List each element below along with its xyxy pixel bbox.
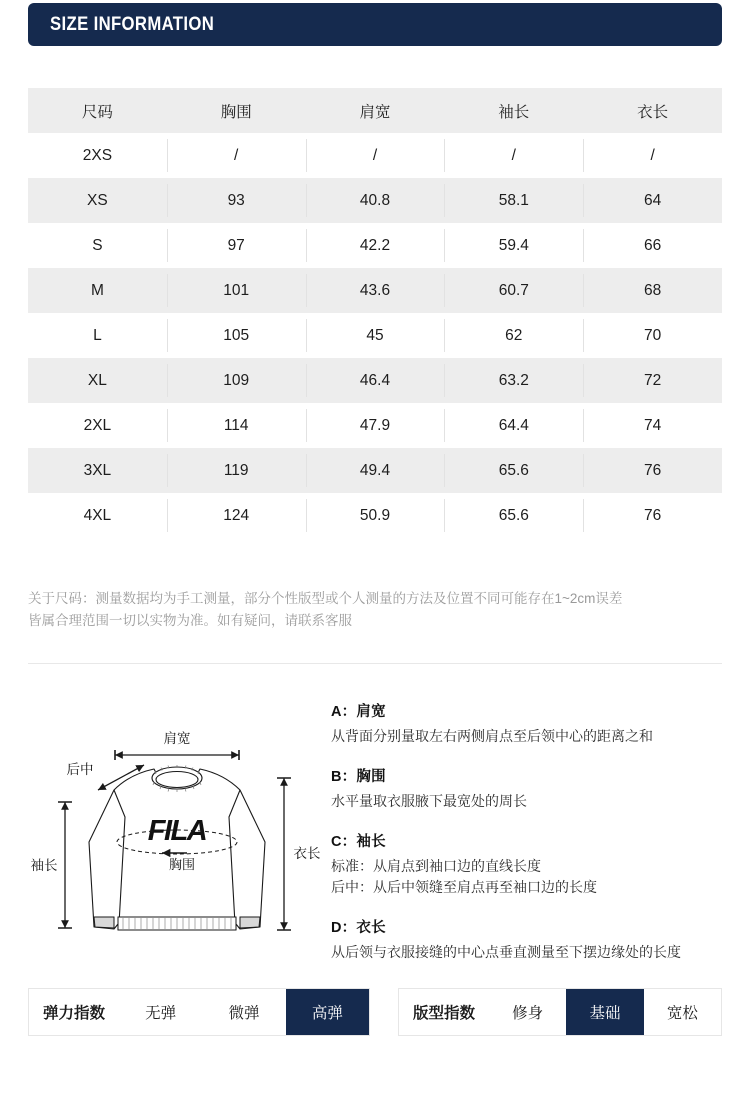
column-header-length: 衣长 — [637, 103, 669, 121]
cell-sleeve: 64.4 — [444, 403, 583, 448]
cell-sleeve: / — [444, 133, 583, 178]
table-row — [28, 403, 722, 448]
cell-length: 66 — [583, 223, 722, 268]
cell-size: 2XL — [83, 416, 112, 434]
cell-shoulder: 47.9 — [306, 403, 445, 448]
fit-option-slim[interactable]: 修身 — [512, 1005, 544, 1022]
instruction-title: D：衣长 — [331, 920, 386, 936]
size-disclaimer-note — [28, 588, 724, 632]
instruction-title: B：胸围 — [331, 769, 386, 785]
cell-chest: 119 — [167, 448, 306, 493]
cell-chest: 114 — [167, 403, 306, 448]
instruction-chest — [331, 765, 731, 812]
elasticity-index-label: 弹力指数 — [43, 1005, 106, 1022]
cell-length: 68 — [583, 268, 722, 313]
elasticity-option-high[interactable]: 高弹 — [286, 989, 369, 1035]
cell-length: 64 — [583, 178, 722, 223]
table-row — [28, 493, 722, 538]
cell-sleeve: 63.2 — [444, 358, 583, 403]
fit-index-label: 版型指数 — [413, 1005, 476, 1022]
cell-chest: 105 — [167, 313, 306, 358]
fit-index-bar — [398, 988, 722, 1036]
table-row — [28, 313, 722, 358]
fit-option-loose[interactable]: 宽松 — [666, 1005, 698, 1022]
diagram-label-shoulder: 肩宽 — [163, 731, 191, 746]
column-header-sleeve: 袖长 — [498, 103, 530, 121]
diagram-label-body-length: 衣长 — [293, 846, 321, 861]
cell-shoulder: 42.2 — [306, 223, 445, 268]
size-information-header — [28, 3, 722, 46]
cell-length: 70 — [583, 313, 722, 358]
cell-shoulder: 46.4 — [306, 358, 445, 403]
cell-chest: / — [167, 133, 306, 178]
table-row — [28, 178, 722, 223]
table-row — [28, 133, 722, 178]
cell-shoulder: 40.8 — [306, 178, 445, 223]
instruction-shoulder — [331, 700, 731, 747]
cell-shoulder: 50.9 — [306, 493, 445, 538]
table-row — [28, 448, 722, 493]
instruction-title: C：袖长 — [331, 834, 386, 850]
cell-shoulder: 45 — [306, 313, 445, 358]
table-row — [28, 268, 722, 313]
cell-sleeve: 65.6 — [444, 448, 583, 493]
cell-length: / — [583, 133, 722, 178]
garment-measurement-diagram — [22, 712, 322, 962]
fila-logo: FILA — [147, 815, 207, 847]
cell-sleeve: 59.4 — [444, 223, 583, 268]
cell-size: 4XL — [83, 506, 112, 524]
elasticity-index-bar — [28, 988, 370, 1036]
instruction-title: A：肩宽 — [331, 704, 386, 720]
table-header — [28, 88, 722, 133]
instruction-sleeve — [331, 830, 731, 898]
cell-sleeve: 65.6 — [444, 493, 583, 538]
cell-length: 76 — [583, 448, 722, 493]
diagram-label-sleeve: 袖长 — [30, 858, 58, 873]
cell-sleeve: 62 — [444, 313, 583, 358]
cell-chest: 109 — [167, 358, 306, 403]
instruction-line: 后中：从后中领缝至肩点再至袖口边的长度 — [331, 879, 597, 895]
cell-size: L — [93, 326, 102, 344]
table-row — [28, 358, 722, 403]
cell-length: 72 — [583, 358, 722, 403]
instruction-line: 标准：从肩点到袖口边的直线长度 — [331, 858, 541, 874]
fit-option-regular[interactable]: 基础 — [566, 989, 643, 1035]
cell-sleeve: 58.1 — [444, 178, 583, 223]
cell-chest: 93 — [167, 178, 306, 223]
column-header-shoulder: 肩宽 — [359, 103, 391, 121]
instruction-line: 水平量取衣服腋下最宽处的周长 — [331, 793, 527, 809]
instruction-line: 从背面分别量取左右两侧肩点至后领中心的距离之和 — [331, 728, 653, 744]
table-row — [28, 223, 722, 268]
cell-size: XS — [87, 191, 108, 209]
cell-sleeve: 60.7 — [444, 268, 583, 313]
table-header-row — [28, 88, 722, 133]
size-chart-table — [28, 88, 722, 538]
diagram-label-chest: 胸围 — [168, 857, 196, 872]
table-body — [28, 133, 722, 538]
instruction-body-length — [331, 916, 731, 963]
note-line-2: 皆属合理范围一切以实物为准。如有疑问，请联系客服 — [28, 613, 352, 628]
cell-chest: 101 — [167, 268, 306, 313]
cell-size: S — [92, 236, 103, 254]
cell-size: XL — [87, 371, 107, 389]
cell-chest: 124 — [167, 493, 306, 538]
cell-length: 76 — [583, 493, 722, 538]
cell-length: 74 — [583, 403, 722, 448]
cell-shoulder: 49.4 — [306, 448, 445, 493]
cell-size: M — [90, 281, 104, 299]
diagram-label-back-center: 后中 — [66, 762, 94, 777]
section-divider — [28, 663, 722, 664]
column-header-size: 尺码 — [81, 103, 113, 121]
cell-shoulder: 43.6 — [306, 268, 445, 313]
cell-size: 3XL — [83, 461, 112, 479]
instruction-line: 从后领与衣服接缝的中心点垂直测量至下摆边缘处的长度 — [331, 944, 681, 960]
page-title: SIZE INFORMATION — [50, 13, 215, 35]
elasticity-option-none[interactable]: 无弹 — [145, 1005, 177, 1022]
measurement-instructions — [331, 700, 731, 963]
elasticity-option-slight[interactable]: 微弹 — [228, 1005, 260, 1022]
column-header-chest: 胸围 — [220, 103, 252, 121]
cell-shoulder: / — [306, 133, 445, 178]
cell-size: 2XS — [82, 146, 113, 164]
cell-chest: 97 — [167, 223, 306, 268]
sweatshirt-diagram-svg — [22, 712, 322, 962]
note-line-1: 关于尺码：测量数据均为手工测量，部分个性版型或个人测量的方法及位置不同可能存在1~2cm误差 — [28, 591, 623, 606]
